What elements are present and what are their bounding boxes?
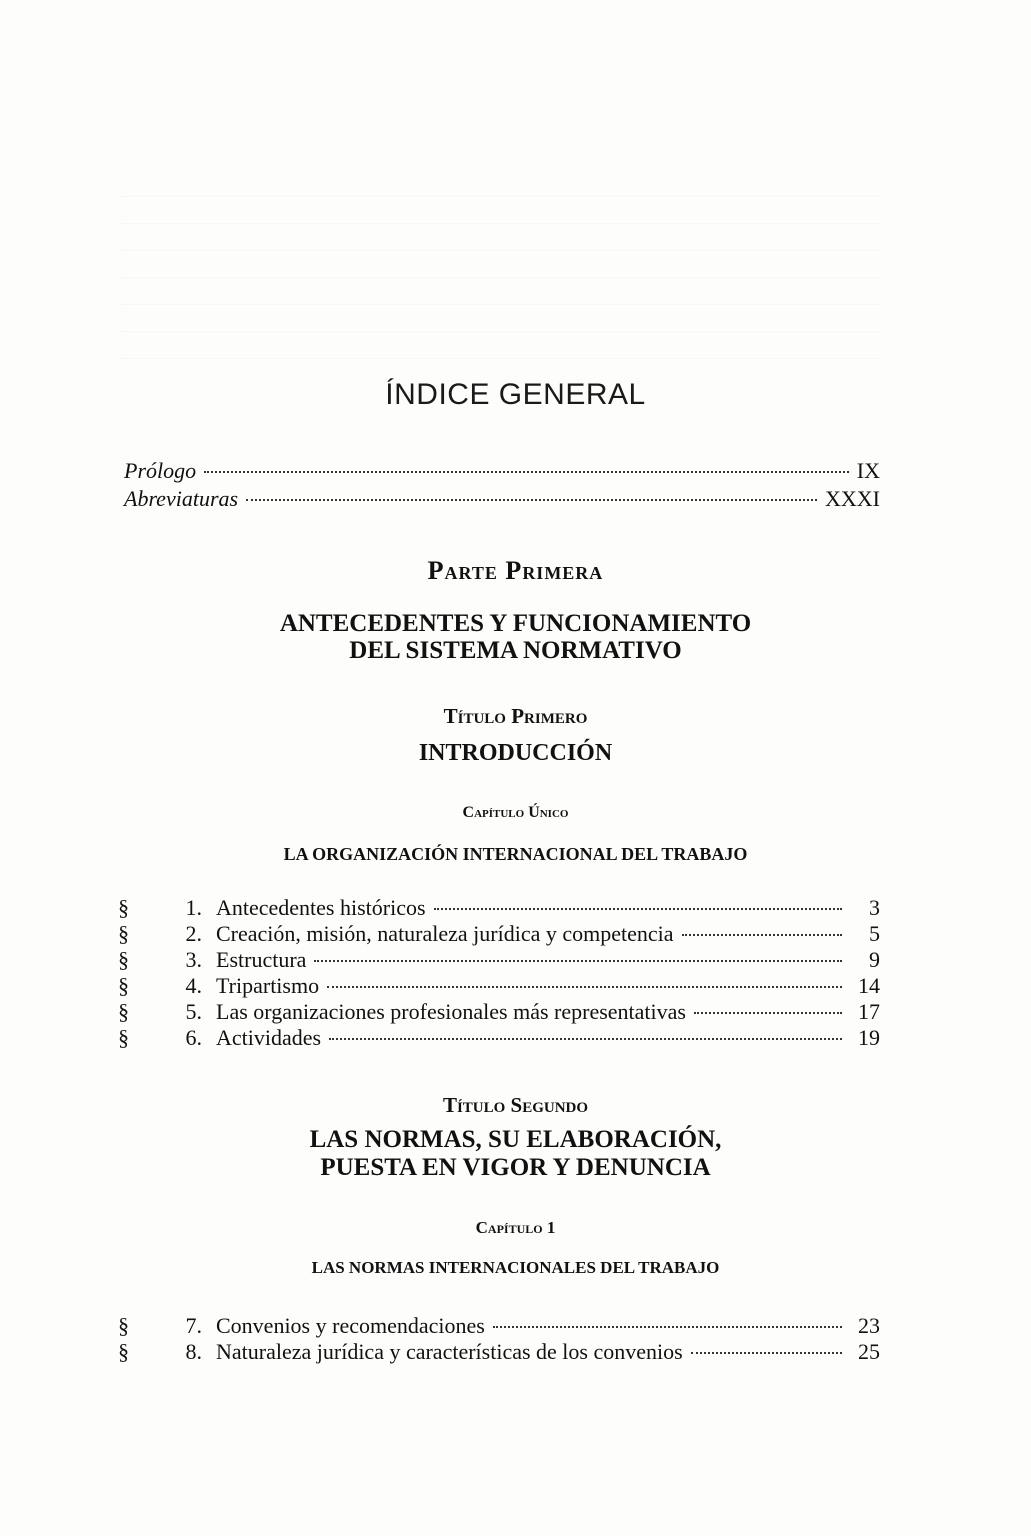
front-matter-list <box>124 458 880 514</box>
page-number: 23 <box>858 1313 880 1338</box>
entry-number: 8. <box>185 1339 202 1364</box>
title-label: Título Primero <box>443 704 588 728</box>
section-sign: § <box>118 999 129 1024</box>
entry-title: Las organizaciones profesionales más representativas <box>216 999 686 1024</box>
dot-leader <box>694 1012 842 1014</box>
title-label: Título Segundo <box>442 1093 589 1117</box>
dot-leader <box>204 471 849 473</box>
entry-title: Tripartismo <box>216 973 320 998</box>
dot-leader <box>682 934 842 936</box>
toc-section-list <box>118 1313 880 1365</box>
dot-leader <box>691 1352 842 1354</box>
page-number: 5 <box>869 921 880 946</box>
section-sign: § <box>118 973 129 998</box>
dot-leader <box>434 908 842 910</box>
page-title: ÍNDICE GENERAL <box>385 378 646 411</box>
dot-leader <box>246 499 817 501</box>
dot-leader <box>493 1326 842 1328</box>
entry-label: Prólogo <box>124 458 197 483</box>
page-number: 3 <box>869 895 880 920</box>
page-number: 14 <box>858 973 880 998</box>
page-number: 19 <box>858 1025 880 1050</box>
entry-number: 3. <box>185 947 202 972</box>
entry-number: 4. <box>185 973 202 998</box>
toc-entry[interactable] <box>118 1339 880 1365</box>
dot-leader <box>314 960 842 962</box>
section-sign: § <box>118 1339 129 1364</box>
entry-title: Antecedentes históricos <box>216 895 426 920</box>
title-name-line: PUESTA EN VIGOR Y DENUNCIA <box>320 1154 711 1181</box>
page-number: 9 <box>869 947 880 972</box>
entry-title: Estructura <box>216 947 307 972</box>
toc-entry-prologo[interactable] <box>124 458 880 486</box>
toc-entry[interactable] <box>118 999 880 1025</box>
dot-leader <box>329 1038 842 1040</box>
section-sign: § <box>118 1313 129 1338</box>
bleed-through-text <box>120 170 880 359</box>
part-title-line: ANTECEDENTES Y FUNCIONAMIENTO <box>279 610 752 637</box>
entry-label: Abreviaturas <box>124 486 239 511</box>
entry-title: Convenios y recomendaciones <box>216 1313 485 1338</box>
entry-number: 2. <box>185 921 202 946</box>
entry-title: Actividades <box>216 1025 322 1050</box>
toc-entry-abreviaturas[interactable] <box>124 486 880 514</box>
page-number: XXXI <box>825 486 880 511</box>
title-name <box>0 1126 1031 1182</box>
part-label: Parte Primera <box>427 556 604 585</box>
toc-entry[interactable] <box>118 895 880 921</box>
toc-section-list <box>118 895 880 1051</box>
entry-number: 6. <box>185 1025 202 1050</box>
chapter-label: Capítulo 1 <box>475 1218 556 1237</box>
section-sign: § <box>118 895 129 920</box>
page-number: 17 <box>858 999 880 1024</box>
entry-number: 5. <box>185 999 202 1024</box>
entry-title: Naturaleza jurídica y características de los convenios <box>216 1339 683 1364</box>
title-name: INTRODUCCIÓN <box>418 740 613 766</box>
section-sign: § <box>118 947 129 972</box>
chapter-name: LAS NORMAS INTERNACIONALES DEL TRABAJO <box>311 1258 720 1277</box>
toc-entry[interactable] <box>118 1025 880 1051</box>
toc-entry[interactable] <box>118 973 880 999</box>
section-sign: § <box>118 1025 129 1050</box>
entry-title: Creación, misión, naturaleza jurídica y competencia <box>216 921 674 946</box>
part-title <box>0 610 1031 664</box>
toc-entry[interactable] <box>118 921 880 947</box>
entry-number: 1. <box>185 895 202 920</box>
title-name-line: LAS NORMAS, SU ELABORACIÓN, <box>309 1126 722 1153</box>
toc-entry[interactable] <box>118 1313 880 1339</box>
toc-entry[interactable] <box>118 947 880 973</box>
chapter-name: LA ORGANIZACIÓN INTERNACIONAL DEL TRABAJO <box>283 844 748 864</box>
part-title-line: DEL SISTEMA NORMATIVO <box>349 637 682 664</box>
page-number: 25 <box>858 1339 880 1364</box>
chapter-label: Capítulo Único <box>462 804 569 821</box>
page-number: IX <box>856 458 880 483</box>
entry-number: 7. <box>185 1313 202 1338</box>
section-sign: § <box>118 921 129 946</box>
dot-leader <box>327 986 842 988</box>
